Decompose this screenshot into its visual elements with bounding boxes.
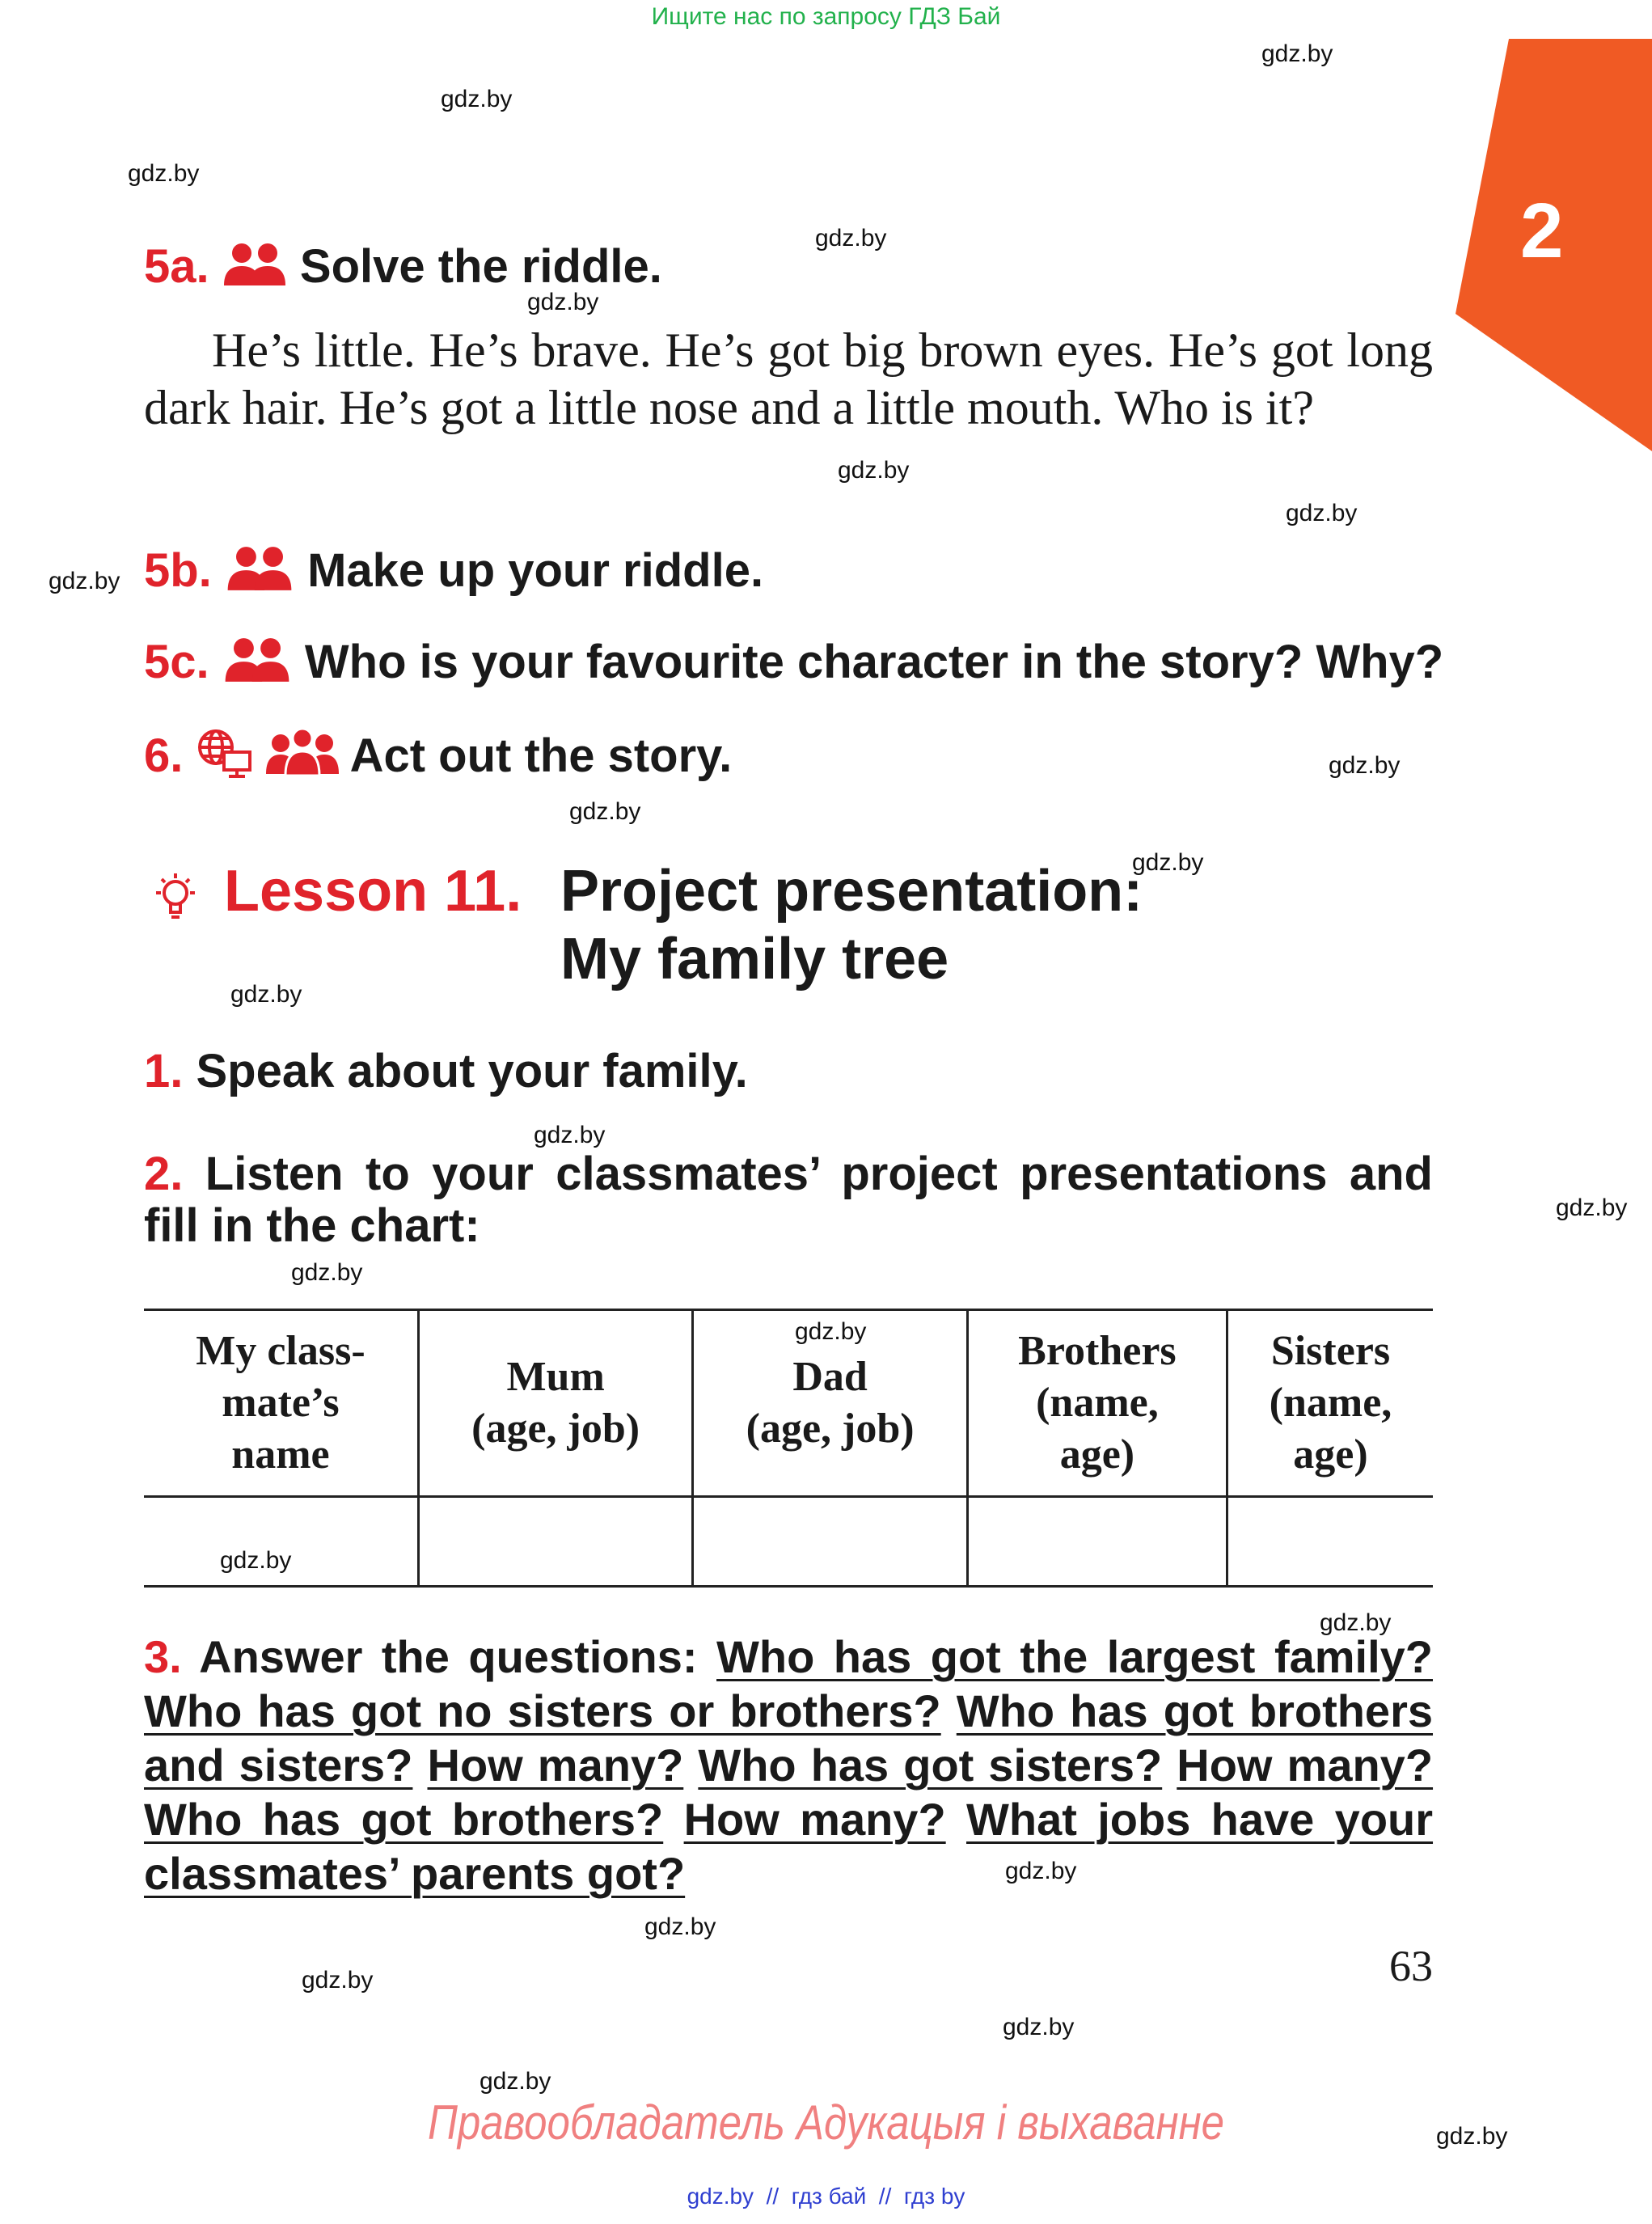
task-number: 6. <box>144 729 184 782</box>
task-1 <box>144 1046 748 1097</box>
watermark: gdz.by <box>1132 849 1204 876</box>
riddle-text: He’s little. He’s brave. He’s got big brown eyes. He’s got long dark hair. He’s got a little nose and a little mouth. Who is it? <box>144 323 1433 434</box>
watermark: gdz.by <box>1286 500 1358 526</box>
rights-holder: Правообладатель Адукацыя і выхаванне <box>427 2095 1225 2150</box>
watermark: gdz.by <box>1556 1194 1628 1221</box>
task-text: Make up your riddle. <box>307 544 764 597</box>
chart-header-dad: Dad (age, job) <box>693 1310 967 1497</box>
chapter-tab <box>1456 39 1652 451</box>
pair-work-icon <box>222 242 287 298</box>
chart-cell[interactable] <box>967 1497 1227 1587</box>
chart-header-mum: Mum (age, job) <box>418 1310 692 1497</box>
task-text: Solve the riddle. <box>299 240 662 293</box>
watermark: gdz.by <box>1329 752 1401 779</box>
chart-header-classmate: My class- mate’s name <box>144 1310 418 1497</box>
watermark: gdz.by <box>1436 2123 1508 2150</box>
task-number: 5a. <box>144 240 209 293</box>
group-work-icon <box>266 729 339 789</box>
question: Who has got no sisters or brothers? <box>144 1685 941 1736</box>
watermark: gdz.by <box>230 981 302 1008</box>
task-number: 5c. <box>144 636 209 688</box>
watermark: gdz.by <box>644 1913 716 1940</box>
watermark: gdz.by <box>795 1318 867 1345</box>
watermark: gdz.by <box>302 1967 374 1994</box>
task-2 <box>144 1148 1433 1252</box>
watermark: gdz.by <box>1003 2014 1075 2040</box>
chart-cell[interactable] <box>418 1497 692 1587</box>
watermark: gdz.by <box>291 1259 363 1286</box>
task-number: 1. <box>144 1045 184 1097</box>
question: What jobs have your classmates’ parents got? <box>144 1794 1434 1899</box>
task-5c <box>144 636 1443 694</box>
lesson-title-line1: Project presentation: <box>560 859 1143 924</box>
pair-work-icon <box>225 545 294 603</box>
task-text: Speak about your family. <box>196 1045 748 1097</box>
chart-cell[interactable] <box>693 1497 967 1587</box>
question: How many? <box>427 1740 684 1791</box>
task-6 <box>144 728 732 790</box>
chart-header-row <box>144 1310 1433 1497</box>
task-number: 3. <box>144 1631 182 1682</box>
task-number: 5b. <box>144 544 212 597</box>
top-banner[interactable]: Ищите нас по запросу ГДЗ Бай <box>651 3 1001 30</box>
watermark: gdz.by <box>480 2068 551 2095</box>
chapter-number: 2 <box>1520 188 1564 274</box>
watermark: gdz.by <box>1005 1858 1077 1884</box>
question: Who has got sisters? <box>698 1740 1163 1791</box>
chart-header-sisters: Sisters (name, age) <box>1227 1310 1433 1497</box>
task-5a <box>144 241 662 298</box>
lesson-label: Lesson 11. <box>224 859 522 924</box>
watermark: gdz.by <box>534 1122 606 1148</box>
task-3 <box>144 1630 1433 1901</box>
footer-links[interactable]: gdz.by // гдз бай // гдз by <box>687 2184 965 2209</box>
chart-header-brothers: Brothers (name, age) <box>967 1310 1227 1497</box>
question: Who has got brothers? <box>144 1794 664 1845</box>
question: How many? <box>1177 1740 1434 1791</box>
watermark: gdz.by <box>441 86 513 112</box>
lightbulb-icon <box>150 872 201 928</box>
question: How many? <box>683 1794 946 1845</box>
watermark: gdz.by <box>527 289 599 315</box>
watermark: gdz.by <box>838 457 910 484</box>
task-intro: Answer the questions: <box>199 1631 698 1682</box>
page-number: 63 <box>1389 1942 1433 1990</box>
question: Who has got brothers and sisters? <box>144 1685 1434 1791</box>
lesson-title-line2: My family tree <box>560 927 949 991</box>
chart-cell[interactable] <box>144 1497 418 1587</box>
watermark: gdz.by <box>1320 1609 1392 1636</box>
task-5b <box>144 545 763 603</box>
watermark: gdz.by <box>49 568 120 594</box>
watermark: gdz.by <box>128 160 200 187</box>
watermark: gdz.by <box>569 798 641 825</box>
task-text: Listen to your classmates’ project presentations and fill in the chart: <box>144 1148 1433 1252</box>
watermark: gdz.by <box>1261 40 1333 67</box>
family-chart <box>144 1309 1433 1588</box>
task-text: Act out the story. <box>349 729 733 782</box>
chart-cell[interactable] <box>1227 1497 1433 1587</box>
task-number: 2. <box>144 1148 184 1200</box>
globe-computer-icon <box>196 728 253 790</box>
watermark: gdz.by <box>220 1547 292 1574</box>
watermark: gdz.by <box>815 225 887 252</box>
question: Who has got the largest family? <box>716 1631 1433 1682</box>
pair-work-icon <box>222 636 292 694</box>
chart-empty-row <box>144 1497 1433 1587</box>
task-text: Who is your favourite character in the story? Why? <box>304 636 1444 688</box>
